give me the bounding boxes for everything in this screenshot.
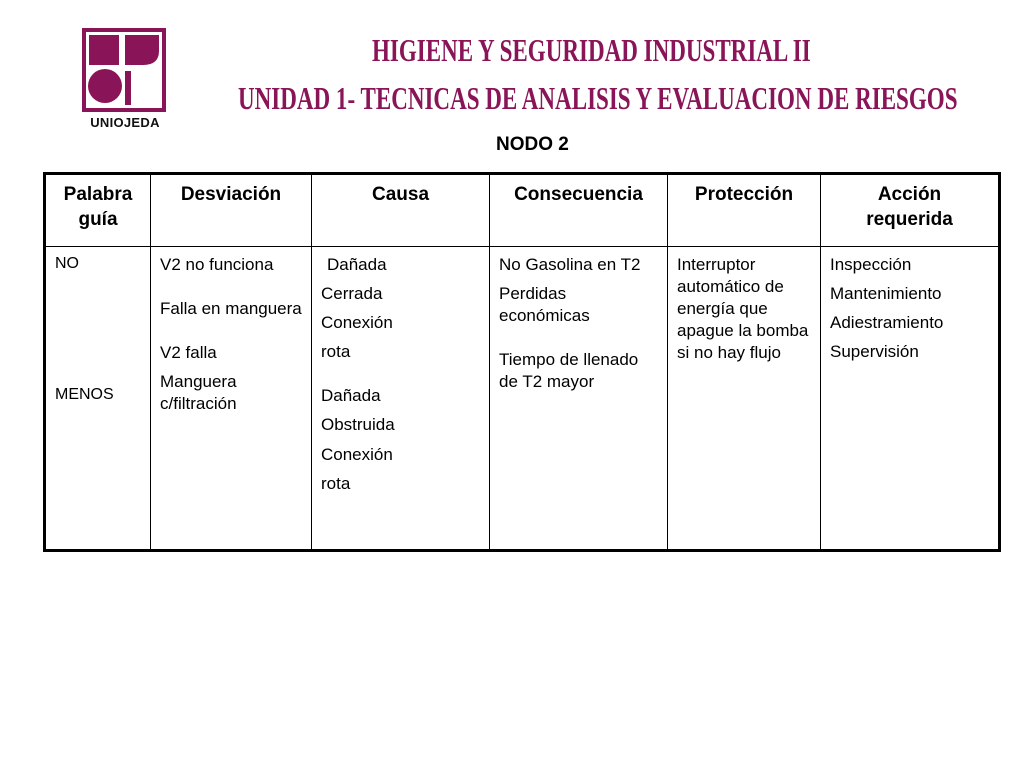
list-item: Conexión (321, 313, 393, 333)
list-item: Falla en manguera (160, 299, 302, 319)
hazop-table (43, 172, 1001, 552)
node-label: NODO 2 (496, 134, 569, 155)
list-item: V2 falla (160, 343, 217, 363)
list-item: Tiempo de llenado de T2 mayor (499, 350, 639, 392)
column-header-palabra-guia: Palabra guía (45, 174, 151, 247)
cell-desviacion (151, 247, 312, 551)
logo-mark-icon (80, 26, 170, 114)
column-header-causa: Causa (312, 174, 490, 247)
list-item: MENOS (55, 385, 114, 403)
list-item: Dañada (327, 255, 387, 274)
list-item: Perdidas económicas (499, 284, 590, 326)
column-header-desviacion: Desviación (151, 174, 312, 247)
list-item: Interruptor automático de energía que apague la bomba si no hay flujo (677, 255, 809, 363)
unit-title: UNIDAD 1- TECNICAS DE ANALISIS Y EVALUACION DE RIESGOS (238, 80, 958, 116)
course-title: HIGIENE Y SEGURIDAD INDUSTRIAL II (372, 32, 811, 68)
list-item: Mantenimiento (830, 284, 942, 304)
table-header-row (45, 174, 1000, 247)
list-item: Cerrada (321, 284, 383, 304)
cell-causa (312, 247, 490, 551)
logo-text: UNIOJEDA (90, 115, 160, 130)
list-item: NO (55, 255, 79, 272)
list-item: No Gasolina en T2 (499, 255, 641, 274)
list-item: rota (321, 342, 351, 362)
list-item: Inspección (830, 255, 912, 274)
list-item: Adiestramiento (830, 313, 944, 333)
uniojeda-logo (80, 26, 170, 134)
list-item: Dañada (321, 386, 381, 406)
list-item: Manguera c/filtración (160, 372, 237, 414)
list-item: Obstruida (321, 415, 395, 435)
list-item: Conexión (321, 444, 393, 464)
cell-palabra-guia (45, 247, 151, 551)
table-row (45, 247, 1000, 551)
list-item: rota (321, 473, 351, 493)
cell-proteccion (668, 247, 821, 551)
list-item: Supervisión (830, 342, 919, 362)
column-header-consecuencia: Consecuencia (490, 174, 668, 247)
column-header-accion-requerida: Acción requerida (821, 174, 1000, 247)
list-item: V2 no funciona (160, 255, 274, 274)
cell-consecuencia (490, 247, 668, 551)
column-header-proteccion: Protección (668, 174, 821, 247)
cell-accion-requerida (821, 247, 1000, 551)
